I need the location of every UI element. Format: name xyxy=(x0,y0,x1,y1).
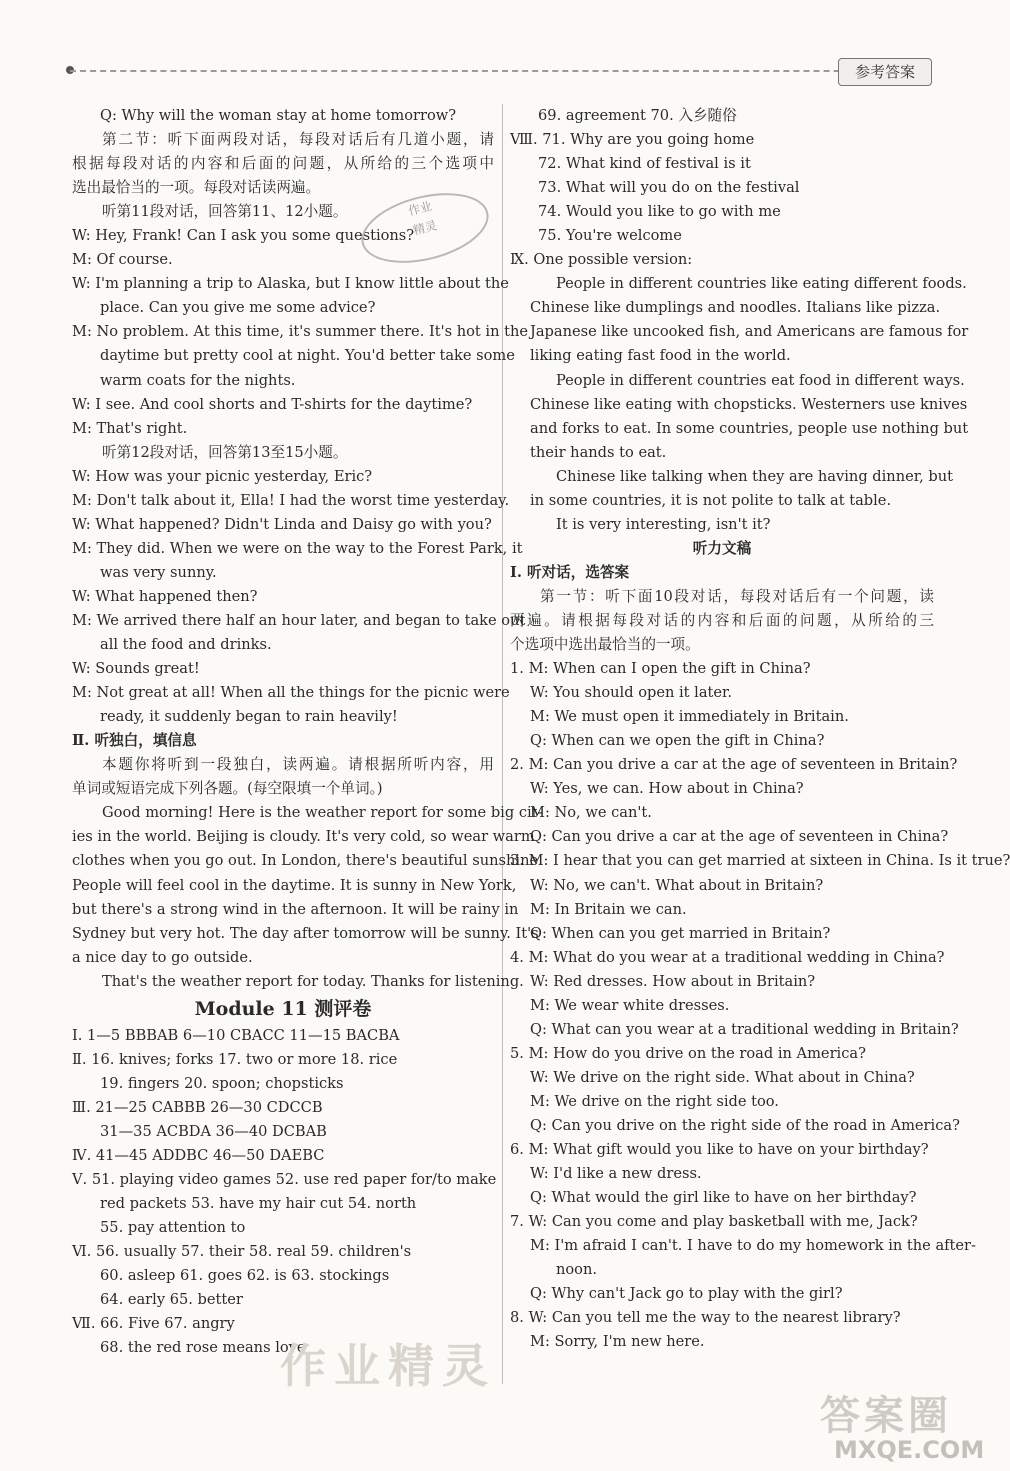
text-line: liking eating fast food in the world. xyxy=(530,347,791,365)
text-line: W: I'm planning a trip to Alaska, but I know little about the xyxy=(72,275,509,293)
text-line: 个选项中选出最恰当的一项。 xyxy=(510,636,700,654)
text-line: 两遍。请根据每段对话的内容和后面的问题，从所给的三 xyxy=(510,611,934,629)
text-line: M: Sorry, I'm new here. xyxy=(530,1333,705,1351)
text-line: Q: When can you get married in Britain? xyxy=(530,924,831,942)
text-line: daytime but pretty cool at night. You'd better take some xyxy=(100,347,515,365)
text-line: Ⅷ. 71. Why are you going home xyxy=(510,131,755,149)
text-line: 选出最恰当的一项。每段对话读两遍。 xyxy=(72,179,321,197)
text-line: Good morning! Here is the weather report for some big cit- xyxy=(102,804,543,822)
text-line: 73. What will you do on the festival xyxy=(538,179,800,197)
text-line: W: No, we can't. What about in Britain? xyxy=(530,876,824,894)
text-line: Q: Can you drive a car at the age of seventeen in China? xyxy=(530,828,949,846)
answer-line: Ⅰ. 1—5 BBBAB 6—10 CBACC 11—15 BACBA xyxy=(72,1026,400,1044)
text-line: Ⅰ. 听对话，选答案 xyxy=(510,563,630,581)
text-line: Ⅱ. 听独白，填信息 xyxy=(72,732,197,750)
text-line: their hands to eat. xyxy=(530,443,667,461)
text-line: M: We must open it immediately in Britain. xyxy=(530,708,849,726)
right-text-block xyxy=(510,104,1010,1354)
answer-line: Ⅶ. 66. Five 67. angry xyxy=(72,1315,235,1333)
answer-line: Ⅲ. 21—25 CABBB 26—30 CDCCB xyxy=(72,1098,323,1116)
text-line: noon. xyxy=(556,1261,598,1279)
text-line: 74. Would you like to go with me xyxy=(538,203,781,221)
text-line: M: We drive on the right side too. xyxy=(530,1092,779,1110)
text-line: Q: Why can't Jack go to play with the girl? xyxy=(530,1285,843,1303)
text-line: 69. agreement 70. 入乡随俗 xyxy=(538,107,737,124)
answer-line: Ⅱ. 16. knives; forks 17. two or more 18. rice xyxy=(72,1050,398,1068)
text-line: Chinese like dumplings and noodles. Italians like pizza. xyxy=(530,299,941,317)
text-line: 听第12段对话，回答第13至15小题。 xyxy=(102,443,348,461)
text-line: M: They did. When we were on the way to the Forest Park, it xyxy=(72,539,523,557)
text-line: warm coats for the nights. xyxy=(100,371,296,389)
text-line: clothes when you go out. In London, there's beautiful sunshine. xyxy=(72,852,543,870)
text-line: 5. M: How do you drive on the road in America? xyxy=(510,1044,866,1062)
text-line: 2. M: Can you drive a car at the age of seventeen in Britain? xyxy=(510,756,958,774)
answer-line: Ⅳ. 41—45 ADDBC 46—50 DAEBC xyxy=(72,1146,325,1164)
text-line: 72. What kind of festival is it xyxy=(538,155,751,173)
text-line: W: What happened? Didn't Linda and Daisy go with you? xyxy=(72,515,492,533)
text-line: in some countries, it is not polite to talk at table. xyxy=(530,491,892,509)
answer-line: 55. pay attention to xyxy=(100,1219,246,1237)
page-watermark: 作业精灵 xyxy=(280,1339,496,1393)
left-column xyxy=(72,104,543,1360)
text-line: M: In Britain we can. xyxy=(530,900,687,918)
text-line: Chinese like talking when they are having dinner, but xyxy=(556,467,954,485)
text-line: Chinese like eating with chopsticks. Westerners use knives xyxy=(530,395,968,413)
answer-line: 64. early 65. better xyxy=(100,1291,243,1309)
text-line: Japanese like uncooked fish, and Americans are famous for xyxy=(530,323,969,341)
column-divider xyxy=(502,104,503,1384)
text-line: W: Hey, Frank! Can I ask you some questions? xyxy=(72,227,415,245)
text-line: Q: When can we open the gift in China? xyxy=(530,732,825,750)
answer-line: 60. asleep 61. goes 62. is 63. stockings xyxy=(100,1267,390,1285)
stamp-text-mid: 精灵 xyxy=(411,218,439,238)
brand-logo-text: 答案圈 xyxy=(820,1392,952,1439)
text-line: People in different countries like eating different foods. xyxy=(556,275,967,293)
text-line: M: We wear white dresses. xyxy=(530,996,730,1014)
text-line: M: We arrived there half an hour later, and began to take out xyxy=(72,611,526,629)
text-line: Ⅸ. One possible version: xyxy=(510,251,693,269)
header-rule xyxy=(70,70,920,72)
text-line: ies in the world. Beijing is cloudy. It's very cold, so wear warm xyxy=(72,828,535,846)
text-line: W: I see. And cool shorts and T-shirts for the daytime? xyxy=(72,395,473,413)
right-column xyxy=(510,104,1010,1354)
answer-line: Ⅴ. 51. playing video games 52. use red paper for/to make xyxy=(72,1171,497,1189)
text-line: Q: Can you drive on the right side of the road in America? xyxy=(530,1116,960,1134)
text-line: and forks to eat. In some countries, people use nothing but xyxy=(530,419,969,437)
text-line: W: How was your picnic yesterday, Eric? xyxy=(72,467,373,485)
answer-line: 68. the red rose means love xyxy=(100,1339,306,1357)
text-line: 听第11段对话，回答第11、12小题。 xyxy=(102,203,348,221)
text-line: 本题你将听到一段独白，读两遍。请根据所听内容，用 xyxy=(102,756,494,774)
text-line: Sydney but very hot. The day after tomorrow will be sunny. It's xyxy=(72,924,539,942)
text-line: 根据每段对话的内容和后面的问题，从所给的三个选项中 xyxy=(72,155,494,173)
text-line: People in different countries eat food in different ways. xyxy=(556,371,965,389)
text-line: People will feel cool in the daytime. It is sunny in New York, xyxy=(72,876,517,894)
text-line: W: Sounds great! xyxy=(72,660,200,678)
text-line: W: We drive on the right side. What about in China? xyxy=(530,1068,915,1086)
text-line: W: I'd like a new dress. xyxy=(530,1165,702,1183)
text-line: 第二节：听下面两段对话，每段对话后有几道小题，请 xyxy=(102,131,494,149)
text-line: W: Yes, we can. How about in China? xyxy=(530,780,804,798)
stamp-text-top: 作业 xyxy=(406,198,434,219)
text-line: M: Not great at all! When all the things for the picnic were xyxy=(72,684,510,702)
text-line: Q: What would the girl like to have on her birthday? xyxy=(530,1189,917,1207)
module-title: Module 11 测评卷 xyxy=(194,997,372,1020)
text-line: all the food and drinks. xyxy=(100,636,272,654)
text-line: W: What happened then? xyxy=(72,587,258,605)
text-line: W: You should open it later. xyxy=(530,684,733,702)
text-line: was very sunny. xyxy=(100,563,217,581)
answer-line: 19. fingers 20. spoon; chopsticks xyxy=(100,1074,344,1092)
answer-line: 31—35 ACBDA 36—40 DCBAB xyxy=(100,1122,327,1140)
text-line: 7. W: Can you come and play basketball with me, Jack? xyxy=(510,1213,918,1231)
brand-logo xyxy=(820,1384,1000,1471)
text-line: 75. You're welcome xyxy=(538,227,682,245)
text-line: ready, it suddenly began to rain heavily! xyxy=(100,708,398,726)
text-line: M: I'm afraid I can't. I have to do my homework in the after- xyxy=(530,1237,976,1255)
text-line: 3. M: I hear that you can get married at sixteen in China. Is it true? xyxy=(510,852,1010,870)
text-line: 4. M: What do you wear at a traditional wedding in China? xyxy=(510,948,945,966)
left-answer-block xyxy=(72,1024,497,1361)
text-line: a nice day to go outside. xyxy=(72,948,253,966)
text-line: but there's a strong wind in the afternoon. It will be rainy in xyxy=(72,900,519,918)
text-line: 8. W: Can you tell me the way to the nearest library? xyxy=(510,1309,901,1327)
text-line: M: No, we can't. xyxy=(530,804,652,822)
brand-url: MXQE.COM xyxy=(834,1436,985,1464)
text-line: place. Can you give me some advice? xyxy=(100,299,376,317)
answer-line: Ⅵ. 56. usually 57. their 58. real 59. children's xyxy=(72,1243,412,1261)
text-line: That's the weather report for today. Thanks for listening. xyxy=(102,972,524,990)
answer-line: red packets 53. have my hair cut 54. north xyxy=(100,1195,417,1213)
text-line: M: That's right. xyxy=(72,419,188,437)
text-line: Q: What can you wear at a traditional wedding in Britain? xyxy=(530,1020,959,1038)
text-line: M: Of course. xyxy=(72,251,173,269)
text-line: 1. M: When can I open the gift in China? xyxy=(510,660,811,678)
text-line: M: No problem. At this time, it's summer there. It's hot in the xyxy=(72,323,529,341)
text-line: 第一节：听下面10段对话，每段对话后有一个问题，读 xyxy=(540,587,934,605)
text-line: It is very interesting, isn't it? xyxy=(556,515,771,533)
text-line: W: Red dresses. How about in Britain? xyxy=(530,972,816,990)
text-line: 6. M: What gift would you like to have on your birthday? xyxy=(510,1141,929,1159)
section-tag: 参考答案 xyxy=(838,58,932,86)
text-line: Q: Why will the woman stay at home tomorrow? xyxy=(100,107,457,124)
text-line: 听力文稿 xyxy=(692,539,752,557)
text-line: M: Don't talk about it, Ella! I had the worst time yesterday. xyxy=(72,491,510,509)
text-line: 单词或短语完成下列各题。(每空限填一个单词。) xyxy=(72,780,383,798)
